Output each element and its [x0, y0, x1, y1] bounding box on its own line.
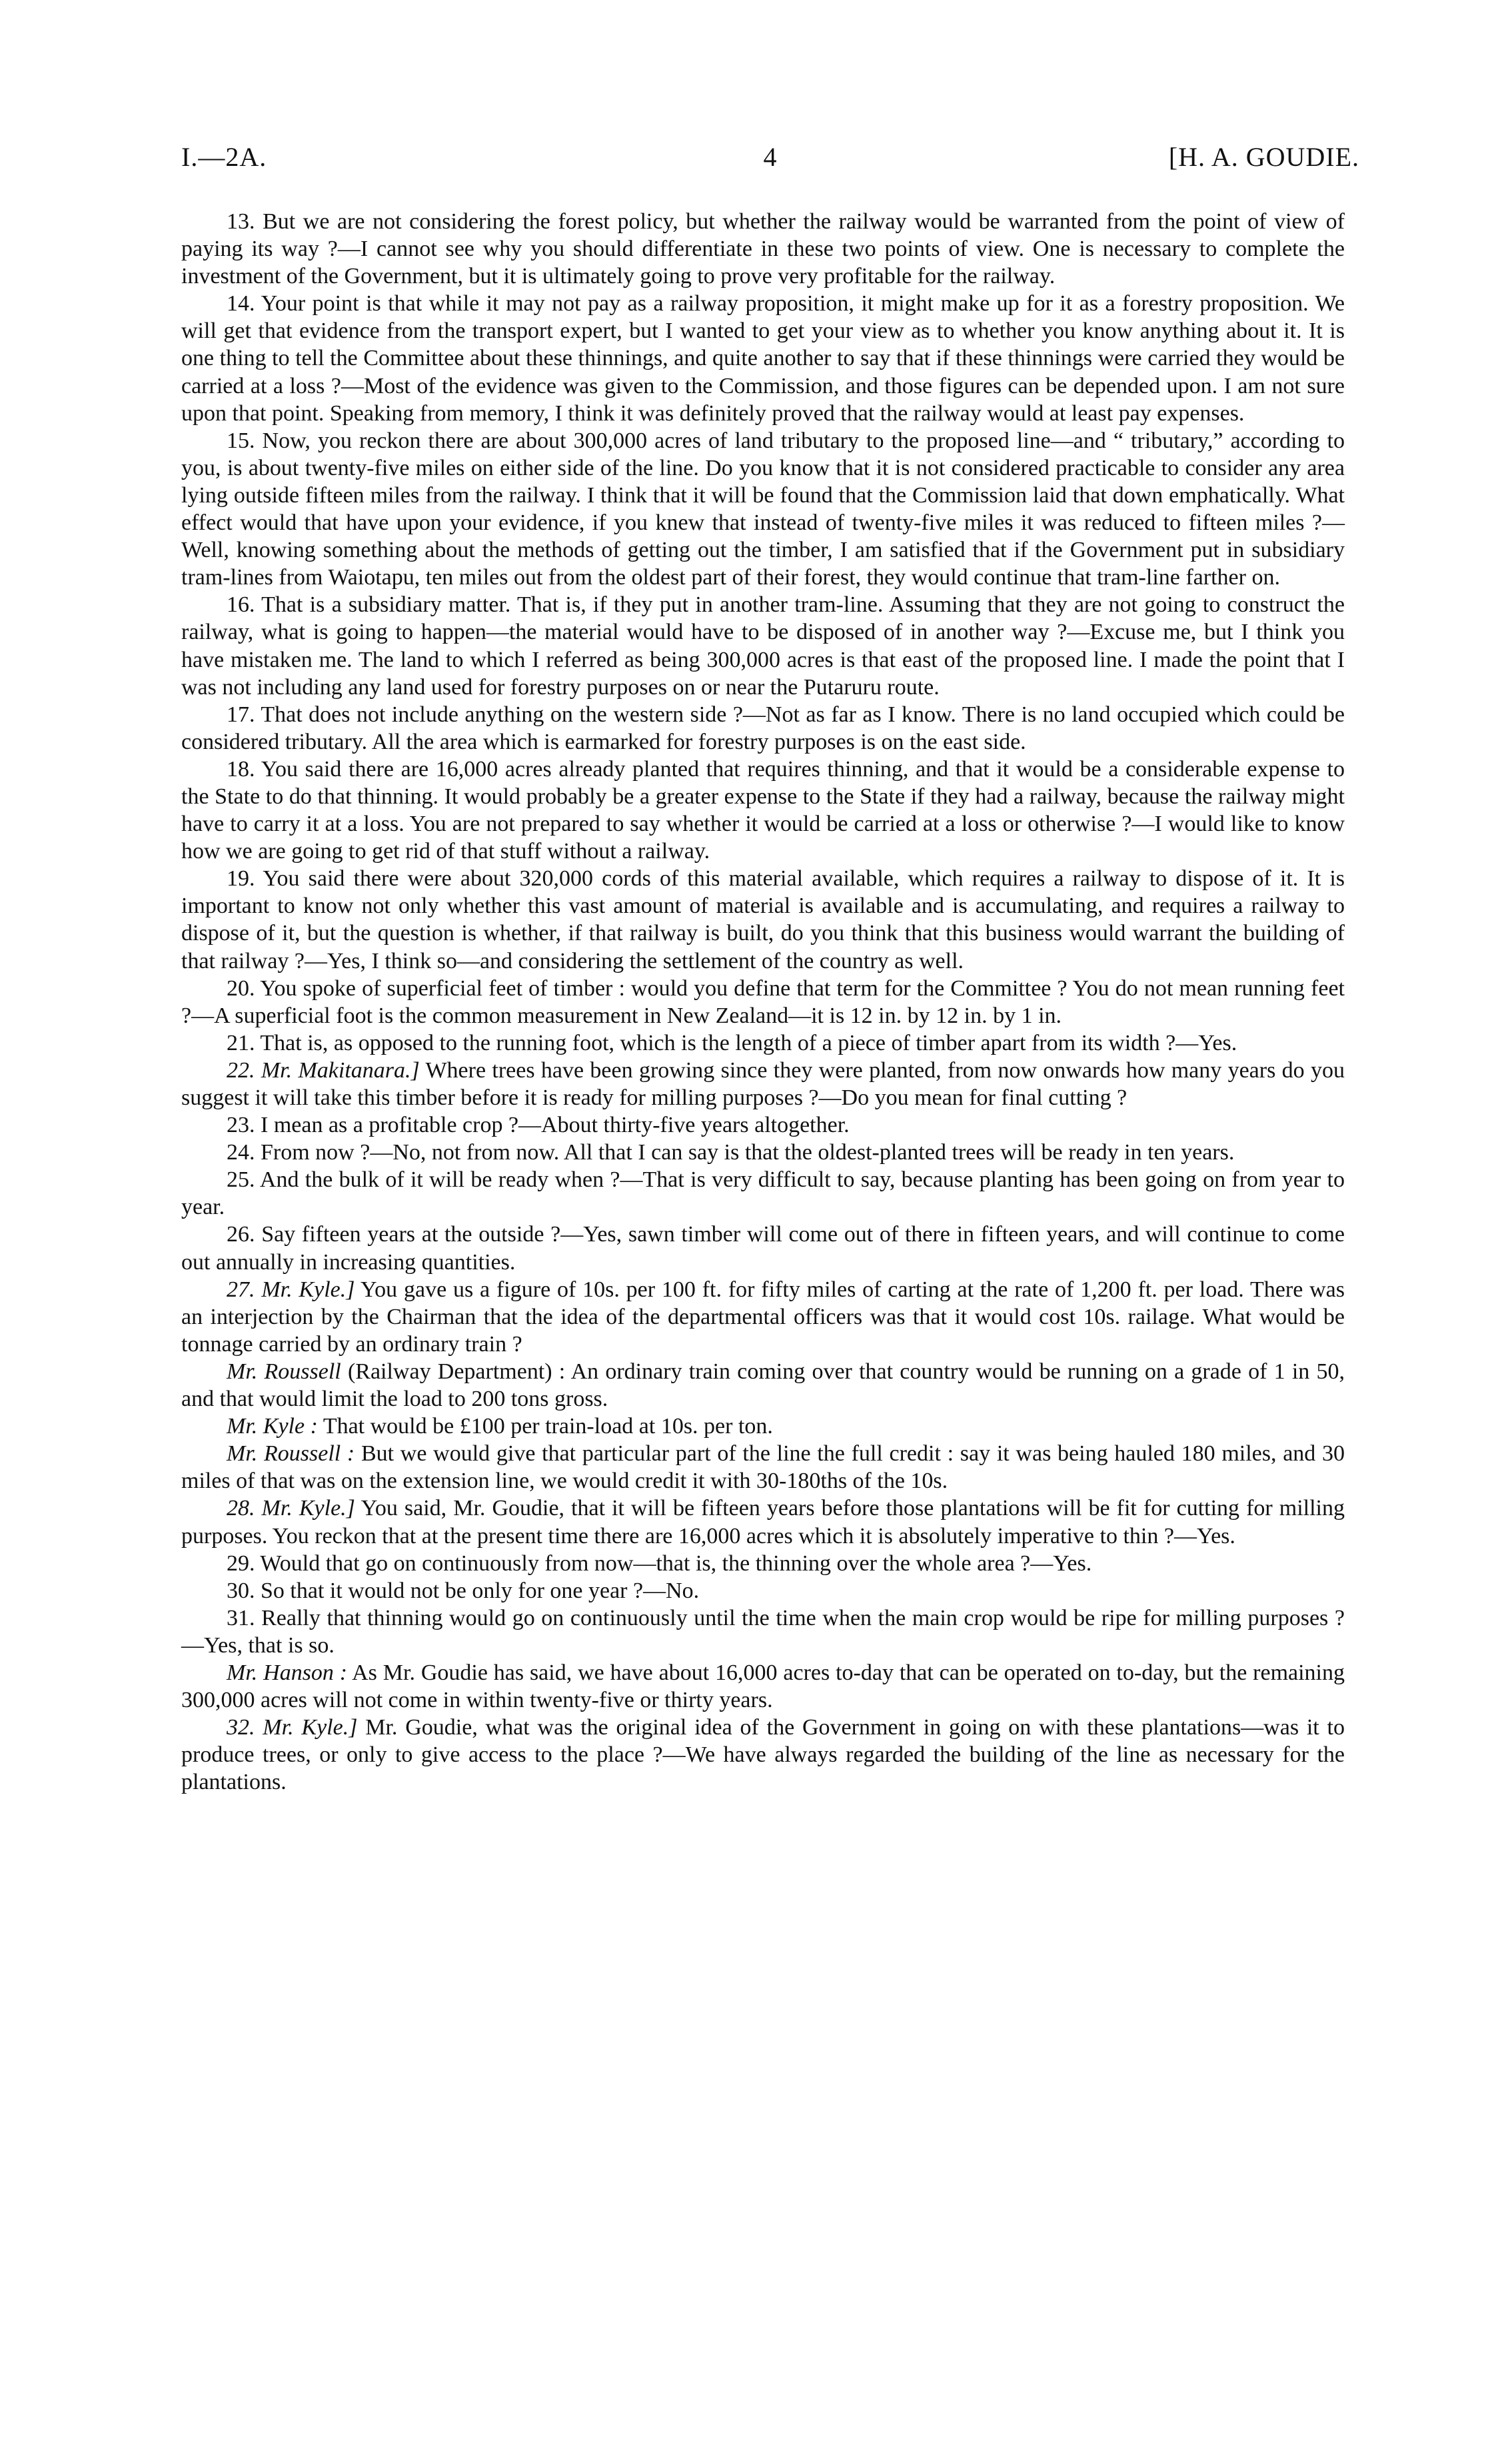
- paragraph-31: [181, 1604, 1345, 1659]
- paragraph-text: (Railway Department) : An ordinary train coming over that country would be running on a grade of 1 in 50, and that would limit the load to 200 tons gross.: [181, 1359, 1345, 1412]
- paragraph-text: 26. Say fifteen years at the outside ?—Yes, sawn timber will come out of there in fifteen years, and will continue to come out annually in increasing quantities.: [181, 1222, 1345, 1275]
- speaker-label: Mr. Roussell :: [227, 1441, 355, 1467]
- paragraph-15: [181, 427, 1345, 592]
- paragraph-16: [181, 591, 1345, 700]
- witness-name: [H. A. GOUDIE.: [1168, 142, 1359, 172]
- paragraph-19: [181, 865, 1345, 974]
- paragraph-18: [181, 756, 1345, 865]
- paragraph-hanson: [181, 1659, 1345, 1714]
- speaker-label: 32. Mr. Kyle.]: [227, 1715, 358, 1740]
- paragraph-text: Where trees have been growing since they were planted, from now onwards how many years do you suggest it will take this timber before it is ready for milling purposes ?—Do you mean for final cutting ?: [181, 1057, 1345, 1110]
- paragraph-text: You gave us a figure of 10s. per 100 ft. for fifty miles of carting at the rate of 1,200 ft. per load. There was an interjection by the Chairman that the idea of the departmental officers was that it would cost 10s. railage. What would be tonnage carried by an ordinary train ?: [181, 1277, 1345, 1357]
- paragraph-text: 21. That is, as opposed to the running foot, which is the length of a piece of timber apart from its width ?—Yes.: [227, 1030, 1237, 1055]
- paragraph-24: [181, 1139, 1345, 1166]
- speaker-label: Mr. Hanson :: [227, 1660, 348, 1685]
- paragraph-23: [181, 1111, 1345, 1139]
- paragraph-25: [181, 1166, 1345, 1221]
- paragraph-text: 19. You said there were about 320,000 cords of this material available, which requires a railway to dispose of it. It is important to know not only whether this vast amount of material is available and is accumulating, and requires a railway to dispose of it, but the question is whether, if that railway is built, do you think that this business would warrant the building of that railway ?—Yes, I think so—and considering the settlement of the country as well.: [181, 866, 1345, 973]
- speaker-label: 28. Mr. Kyle.]: [227, 1496, 355, 1521]
- speaker-label: Mr. Kyle :: [227, 1414, 318, 1439]
- paragraph-text: 16. That is a subsidiary matter. That is, if they put in another tram-line. Assuming that they are not going to construct the railway, what is going to happen—the material would have to be disposed of in another way ?—Excuse me, but I think you have mistaken me. The land to which I referred as being 300,000 acres is that east of the proposed line. I made the point that I was not including any land used for forestry purposes on or near the Putaruru route.: [181, 592, 1345, 700]
- paragraph-14: [181, 290, 1345, 426]
- paragraph-30: [181, 1577, 1345, 1604]
- paragraph-text: 18. You said there are 16,000 acres already planted that requires thinning, and that it would be a considerable expense to the State to do that thinning. It would probably be a greater expense to the State if they had a railway, because the railway might have to carry it at a loss. You are not prepared to say whether it would be carried at a loss or otherwise ?—I would like to know how we are going to get rid of that stuff without a railway.: [181, 756, 1345, 864]
- paragraph-20: [181, 975, 1345, 1029]
- paragraph-27: [181, 1276, 1345, 1358]
- paragraph-13: [181, 208, 1345, 290]
- paragraph-roussell-1: [181, 1358, 1345, 1413]
- page-header: [181, 141, 1359, 179]
- paragraph-text: Mr. Goudie, what was the original idea of the Government in going on with these plantations—was it to produce trees, or only to give access to the place ?—We have always regarded the building of the line as necessary for the plantations.: [181, 1715, 1345, 1795]
- minutes-of-evidence: [181, 208, 1345, 1796]
- paragraph-text: 30. So that it would not be only for one year ?—No.: [227, 1578, 700, 1603]
- paragraph-text: But we would give that particular part of the line the full credit : say it was being hauled 180 miles, and 30 miles of that was on the extension line, we would credit it with 30-180ths of the 10s.: [181, 1441, 1345, 1494]
- paragraph-text: 15. Now, you reckon there are about 300,000 acres of land tributary to the proposed line—and “ tributary,” according to you, is about twenty-five miles on either side of the line. Do you know that it is not considered practicable to consider any area lying outside fifteen miles from the railway. I think that it will be found that the Commission laid that down emphatically. What effect would that have upon your evidence, if you knew that instead of twenty-five miles it was reduced to fifteen miles ?—Well, knowing something about the methods of getting out the timber, I am satisfied that if the Government put in subsidiary tram-lines from Waiotapu, ten miles out from the oldest part of their forest, they would continue that tram-line farther on.: [181, 428, 1345, 590]
- speaker-label: Mr. Roussell: [227, 1359, 341, 1384]
- paragraph-32: [181, 1714, 1345, 1796]
- paragraph-text: 24. From now ?—No, not from now. All that I can say is that the oldest-planted trees will be ready in ten years.: [227, 1140, 1235, 1165]
- paragraph-text: 31. Really that thinning would go on continuously until the time when the main crop would be ripe for milling purposes ?—Yes, that is so.: [181, 1605, 1345, 1658]
- paragraph-text: 20. You spoke of superficial feet of timber : would you define that term for the Committee ? You do not mean running feet ?—A superficial foot is the common measurement in New Zealand—it is 12 in. by 12 in. by 1 in.: [181, 975, 1345, 1028]
- paragraph-text: That would be £100 per train-load at 10s. per ton.: [323, 1414, 773, 1439]
- paragraph-17: [181, 701, 1345, 756]
- paragraph-29: [181, 1550, 1345, 1577]
- paragraph-28: [181, 1495, 1345, 1549]
- speaker-label: 27. Mr. Kyle.]: [227, 1277, 355, 1302]
- paragraph-text: 13. But we are not considering the forest policy, but whether the railway would be warranted from the point of view of paying its way ?—I cannot see why you should differentiate in these two points of view. One is necessary to complete the investment of the Government, but it is ultimately going to prove very profitable for the railway.: [181, 209, 1345, 289]
- paragraph-text: 17. That does not include anything on the western side ?—Not as far as I know. There is no land occupied which could be considered tributary. All the area which is earmarked for forestry purposes is on the east side.: [181, 702, 1345, 754]
- paragraph-roussell-2: [181, 1440, 1345, 1495]
- paragraph-text: 23. I mean as a profitable crop ?—About thirty-five years altogether.: [227, 1113, 850, 1138]
- paragraph-text: You said, Mr. Goudie, that it will be fifteen years before those plantations will be fit for cutting for milling purposes. You reckon that at the present time there are 16,000 acres which it is absolutely imperative to thin ?—Yes.: [181, 1496, 1345, 1548]
- paragraph-text: 25. And the bulk of it will be ready when ?—That is very difficult to say, because planting has been going on from year to year.: [181, 1167, 1345, 1220]
- paragraph-text: As Mr. Goudie has said, we have about 16,000 acres to-day that can be operated on to-day, but the remaining 300,000 acres will not come in within twenty-five or thirty years.: [181, 1660, 1345, 1713]
- paragraph-text: 29. Would that go on continuously from now—that is, the thinning over the whole area ?—Yes.: [227, 1550, 1092, 1576]
- paragraph-kyle-remark: [181, 1413, 1345, 1440]
- paper-reference: I.—2A.: [181, 142, 267, 172]
- paragraph-21: [181, 1029, 1345, 1057]
- speaker-label: 22. Mr. Makitanara.]: [227, 1057, 420, 1083]
- paragraph-text: 14. Your point is that while it may not pay as a railway proposition, it might make up for it as a forestry proposition. We will get that evidence from the transport expert, but I wanted to get your view as to whether you know anything about it. It is one thing to tell the Committee about these thinnings, and quite another to say that if these thinnings were carried they would be carried at a loss ?—Most of the evidence was given to the Commission, and those figures can be depended upon. I am not sure upon that point. Speaking from memory, I think it was definitely proved that the railway would at least pay expenses.: [181, 291, 1345, 426]
- page-number: 4: [763, 142, 778, 172]
- paragraph-22: [181, 1057, 1345, 1111]
- paragraph-26: [181, 1221, 1345, 1275]
